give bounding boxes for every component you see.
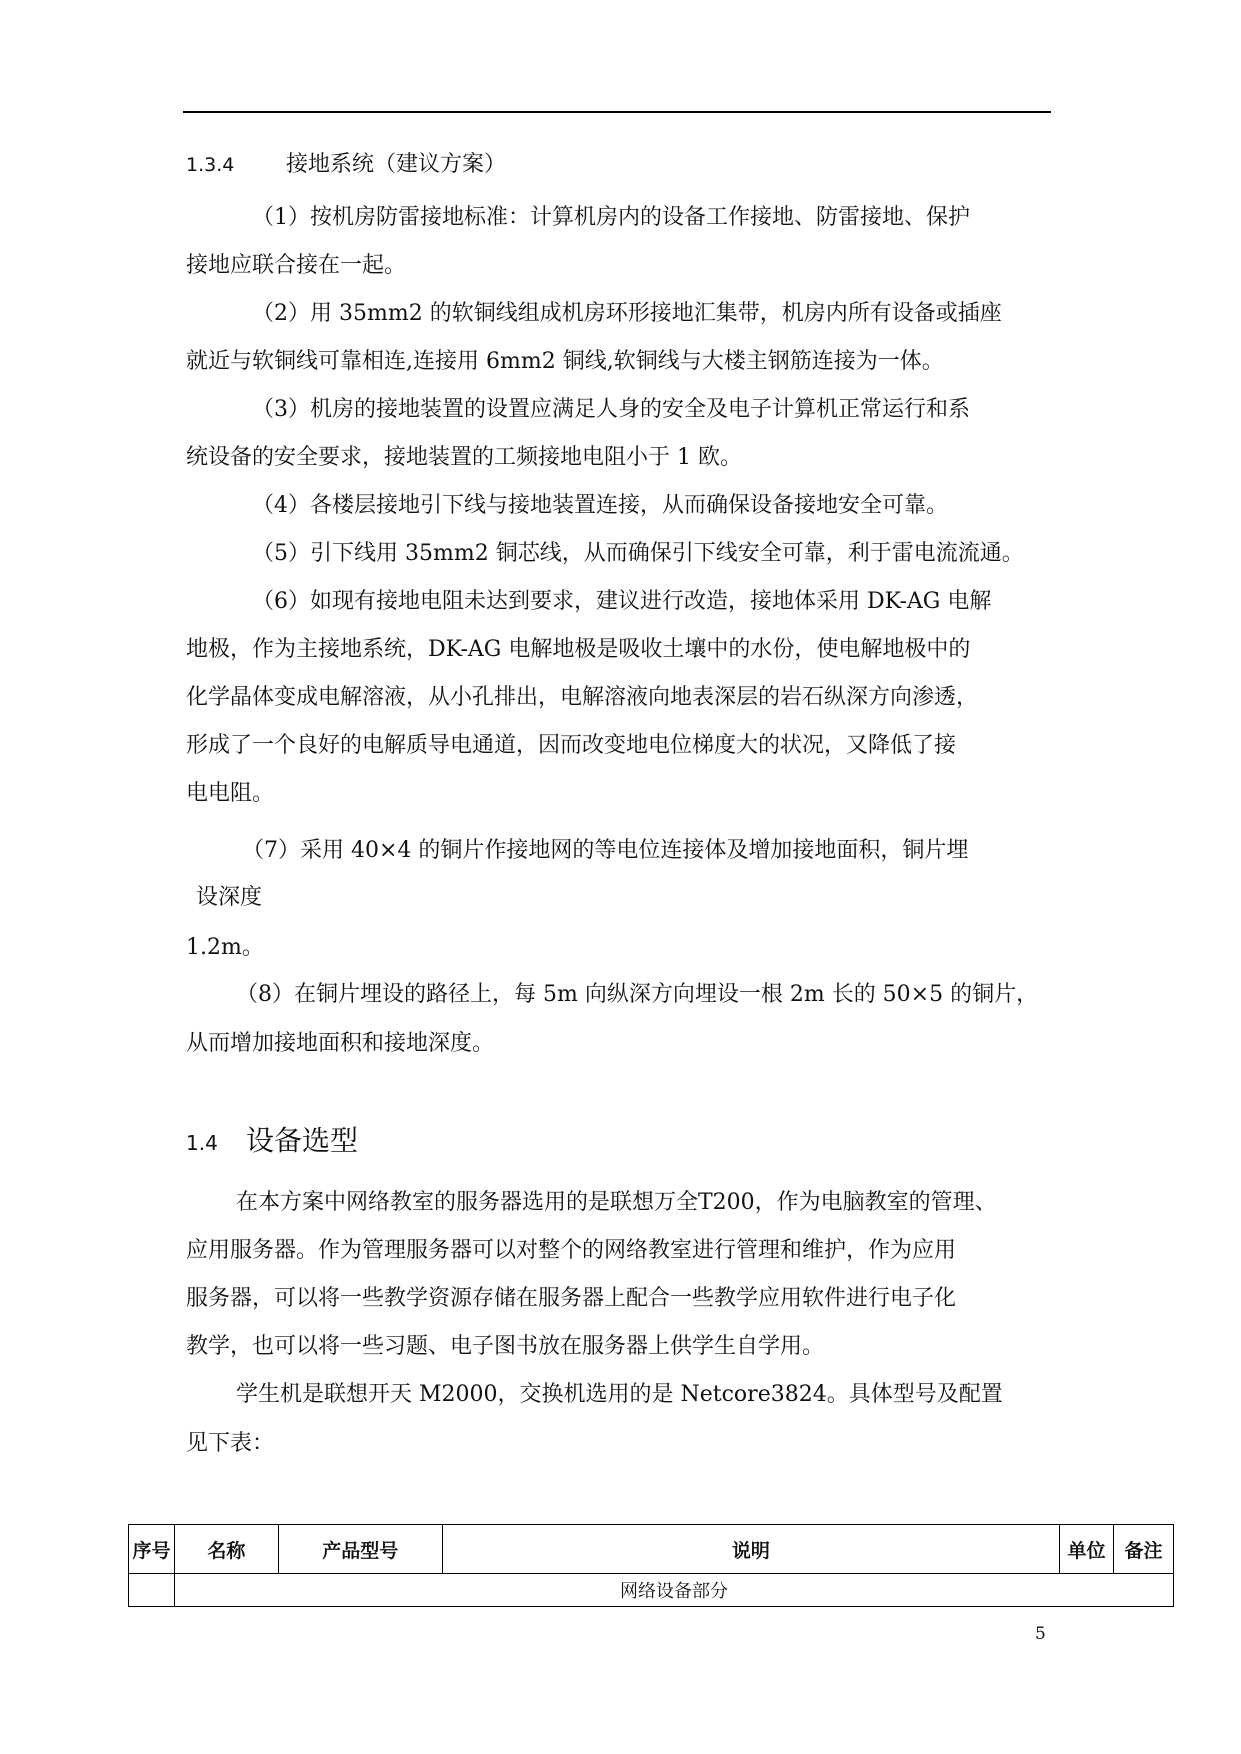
table-row xyxy=(129,1574,1174,1607)
col-header-name: 名称 xyxy=(174,1525,278,1574)
paragraph-line: 1.2m。 xyxy=(186,935,264,960)
paragraph-line: 服务器，可以将一些教学资源存储在服务器上配合一些教学应用软件进行电子化 xyxy=(186,1286,957,1311)
paragraph-line: 教学，也可以将一些习题、电子图书放在服务器上供学生自学用。 xyxy=(186,1334,825,1359)
paragraph-line: 应用服务器。作为管理服务器可以对整个的网络教室进行管理和维护，作为应用 xyxy=(186,1238,957,1263)
paragraph-line: （2）用 35mm2 的软铜线组成机房环形接地汇集带，机房内所有设备或插座 xyxy=(252,301,1002,326)
paragraph-line: （6）如现有接地电阻未达到要求，建议进行改造，接地体采用 DK-AG 电解 xyxy=(252,589,992,614)
table-header-row xyxy=(129,1525,1174,1574)
equipment-table xyxy=(128,1524,1174,1607)
col-header-remarks: 备注 xyxy=(1114,1525,1174,1574)
section-title: 接地系统（建议方案） xyxy=(286,152,507,177)
section-number: 1.4 xyxy=(186,1131,218,1155)
section-title: 设备选型 xyxy=(246,1124,359,1157)
paragraph-line: 地极，作为主接地系统，DK-AG 电解地极是吸收土壤中的水份，使电解地极中的 xyxy=(186,637,971,662)
col-header-index: 序号 xyxy=(129,1525,175,1574)
paragraph-line: 在本方案中网络教室的服务器选用的是联想万全T200，作为电脑教室的管理、 xyxy=(236,1190,997,1215)
group-row-label: 网络设备部分 xyxy=(174,1574,1173,1607)
paragraph-line: 学生机是联想开天 M2000，交换机选用的是 Netcore3824。具体型号及配置 xyxy=(236,1382,1003,1407)
paragraph-line: （7）采用 40×4 的铜片作接地网的等电位连接体及增加接地面积，铜片埋 xyxy=(242,838,969,863)
col-header-model: 产品型号 xyxy=(278,1525,442,1574)
section-number: 1.3.4 xyxy=(186,154,235,176)
paragraph-line: 电电阻。 xyxy=(186,781,275,806)
paragraph-line: 统设备的安全要求，接地装置的工频接地电阻小于 1 欧。 xyxy=(186,445,742,470)
paragraph-line: （8）在铜片埋设的路径上，每 5m 向纵深方向埋设一根 2m 长的 50×5 的铜片， xyxy=(236,982,1039,1007)
paragraph-line: 见下表： xyxy=(186,1431,275,1456)
paragraph-line: 设深度 xyxy=(196,885,263,910)
paragraph-line: （1）按机房防雷接地标准：计算机房内的设备工作接地、防雷接地、保护 xyxy=(252,205,970,230)
table-cell-empty xyxy=(129,1574,175,1607)
paragraph-line: 从而增加接地面积和接地深度。 xyxy=(186,1031,495,1056)
paragraph-line: 就近与软铜线可靠相连,连接用 6mm2 铜线,软铜线与大楼主钢筋连接为一体。 xyxy=(186,349,944,374)
header-rule xyxy=(183,111,1051,113)
paragraph-line: 化学晶体变成电解溶液，从小孔排出，电解溶液向地表深层的岩石纵深方向渗透， xyxy=(186,685,979,710)
paragraph-line: （3）机房的接地装置的设置应满足人身的安全及电子计算机正常运行和系 xyxy=(252,397,970,422)
section-heading-1-3-4 xyxy=(186,150,506,180)
paragraph-line: （5）引下线用 35mm2 铜芯线，从而确保引下线安全可靠，利于雷电流流通。 xyxy=(252,541,1024,566)
page-number: 5 xyxy=(1035,1624,1046,1644)
col-header-description: 说明 xyxy=(442,1525,1059,1574)
paragraph-line: 接地应联合接在一起。 xyxy=(186,253,407,278)
paragraph-line: （4）各楼层接地引下线与接地装置连接，从而确保设备接地安全可靠。 xyxy=(252,493,948,518)
section-heading-1-4 xyxy=(186,1123,358,1161)
paragraph-line: 形成了一个良好的电解质导电通道，因而改变地电位梯度大的状况，又降低了接 xyxy=(186,733,957,758)
col-header-unit: 单位 xyxy=(1060,1525,1114,1574)
